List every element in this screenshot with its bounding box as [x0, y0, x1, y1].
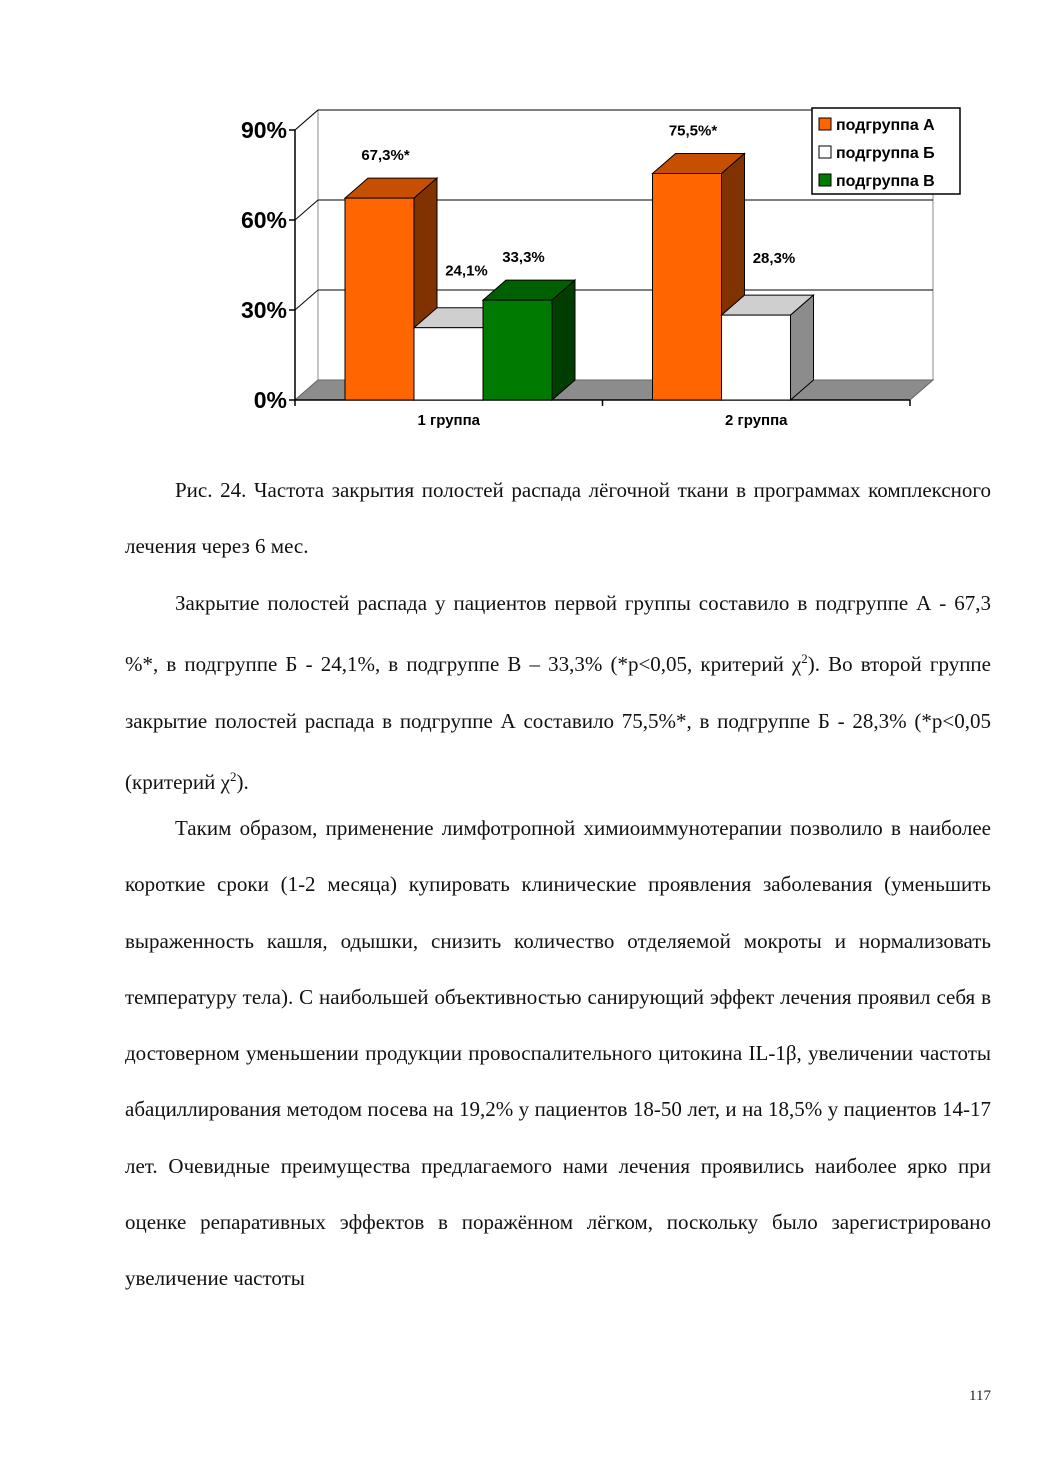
data-label: 67,3%* [361, 147, 410, 165]
y-tick-label: 60% [240, 207, 287, 233]
paragraph-results-part2: ). Во второй группе закрытие полостей распада в подгруппе А составило 75,5%*, в подгруппе Б - 28,3% (*р<0,05 (критерий [125, 652, 991, 794]
x-tick-label: 1 группа [417, 412, 481, 429]
data-label: 33,3% [502, 249, 545, 267]
chi-superscript-2: 2 [230, 768, 237, 784]
bar-side [552, 280, 575, 400]
bar [414, 328, 483, 400]
bar [653, 174, 722, 401]
chi-symbol-1: χ [791, 652, 802, 677]
chi-superscript-1: 2 [801, 651, 808, 667]
y-tick-label: 30% [240, 297, 287, 323]
y-tick-label: 90% [240, 117, 287, 143]
paragraph-results [125, 575, 991, 810]
x-tick-label: 2 группа [724, 412, 788, 429]
data-label: 28,3% [752, 250, 796, 268]
bar [345, 198, 414, 400]
legend-swatch [819, 174, 831, 186]
bar [722, 315, 791, 400]
data-label: 75,5%* [668, 122, 718, 140]
y-tick-label: 0% [253, 387, 287, 413]
paragraph-results-part1: Закрытие полостей распада у пациентов первой группы составило в подгруппе А - 67,3 %*, в подгруппе Б - 24,1%, в подгруппе В – 33,3% (*р<0,05, критерий [125, 591, 991, 677]
paragraph-conclusion: Таким образом, применение лимфотропной химиоиммунотерапии позволило в наиболее короткие сроки (1-2 месяца) купировать клинические проявления заболевания (уменьшить выраженность кашля, одышки, снизить количество отделяемой мокроты и нормализовать температуру тела). С наибольшей объективностью санирующий эффект лечения проявил себя в достоверном уменьшении продукции провоспалительного цитокина IL-1β, увеличении частоты абациллирования методом посева на 19,2% у пациентов 18-50 лет, и на 18,5% у пациентов 14-17 лет. Очевидные преимущества предлагаемого нами лечения проявились наиболее ярко при оценке репаративных эффектов в поражённом лёгком, поскольку было зарегистрировано увеличение частоты [125, 816, 991, 1291]
bar-chart-3d [0, 0, 1039, 450]
chart [0, 0, 1039, 450]
chart-side-wall [295, 110, 318, 400]
legend-swatch [819, 118, 831, 130]
data-label: 24,1% [445, 262, 488, 280]
paragraph-results-part3: ). [236, 769, 249, 794]
legend-label: подгруппа А [836, 117, 935, 134]
legend-label: подгруппа Б [836, 145, 935, 162]
legend-swatch [819, 146, 831, 158]
bar [483, 300, 552, 400]
figure-caption: Рис. 24. Частота закрытия полостей распада лёгочной ткани в программах комплексного лечения через 6 мес. [125, 478, 991, 559]
legend-label: подгруппа В [836, 173, 935, 190]
chi-symbol-2: χ [220, 769, 230, 794]
page-number: 117 [969, 1388, 991, 1404]
